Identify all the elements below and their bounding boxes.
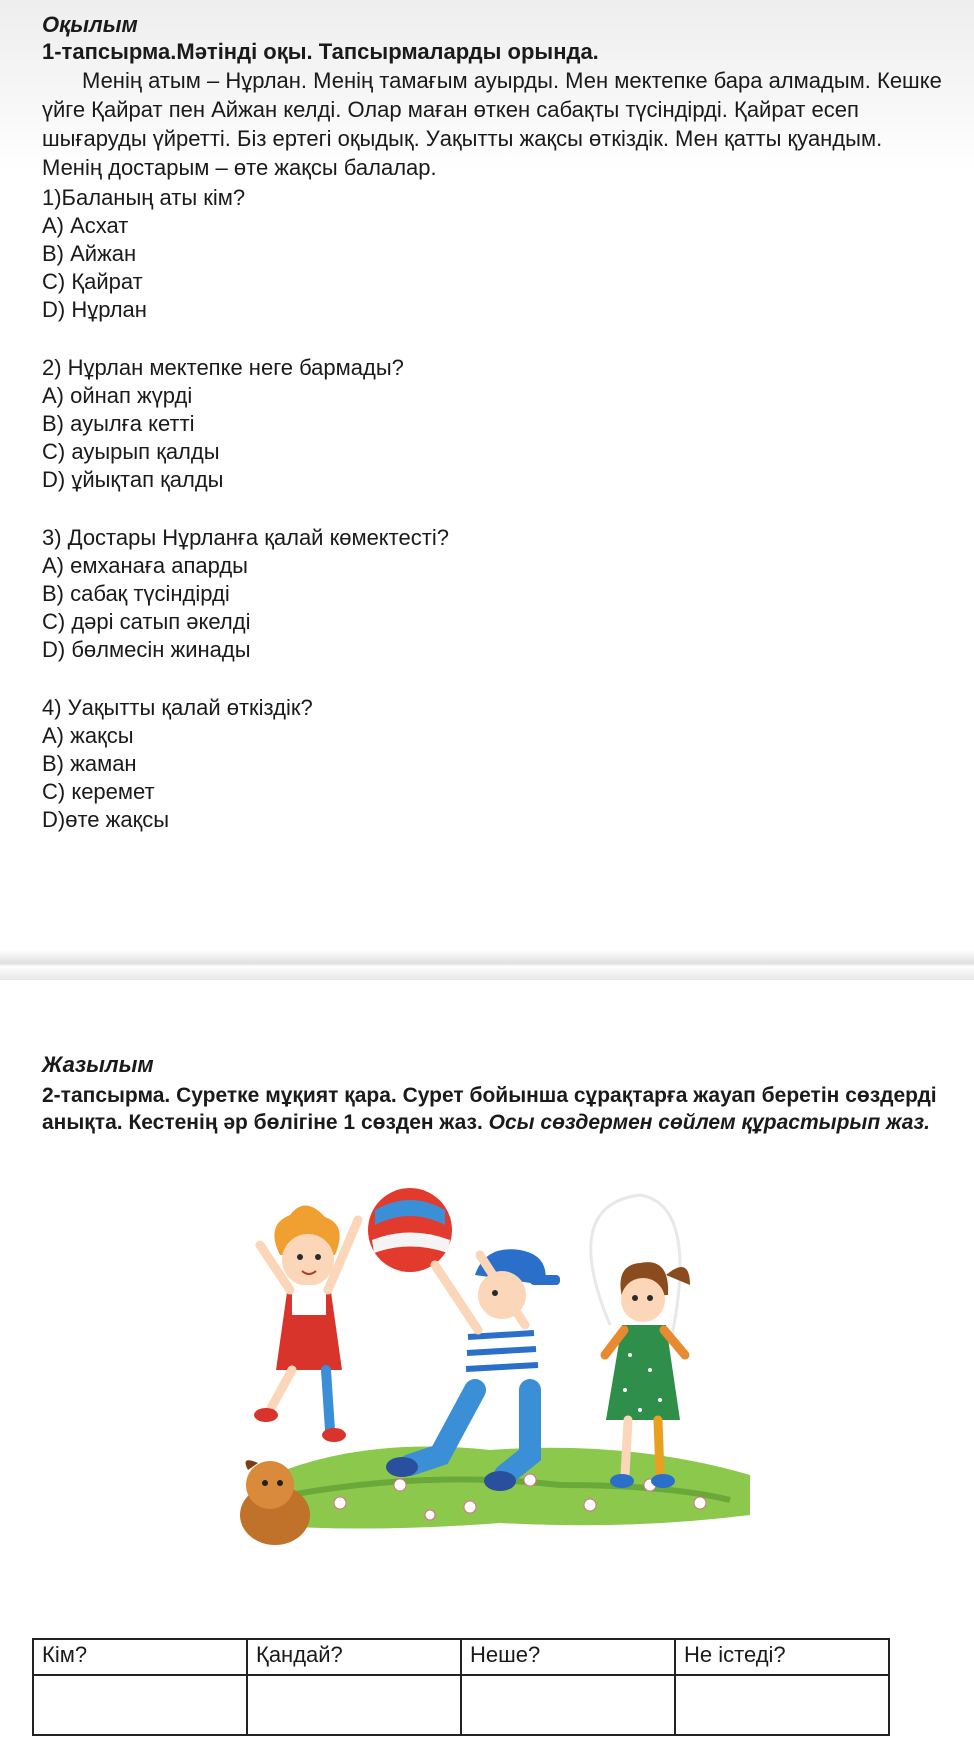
question-4 xyxy=(42,694,942,834)
question-3 xyxy=(42,524,942,664)
header-cell-what-kind: Қандай? xyxy=(247,1639,461,1675)
option: А) ойнап жүрді xyxy=(42,383,193,408)
header-cell-who: Кім? xyxy=(33,1639,247,1675)
question-text: 1)Баланың аты кім? xyxy=(42,185,246,210)
answer-table xyxy=(32,1638,890,1736)
question-text: 4) Уақытты қалай өткіздік? xyxy=(42,695,313,720)
reading-section xyxy=(42,12,942,864)
option: С) дәрі сатып әкелді xyxy=(42,609,251,634)
option: С) керемет xyxy=(42,779,155,804)
option: А) Асхат xyxy=(42,213,129,238)
writing-section xyxy=(42,1052,942,1136)
page-divider xyxy=(0,950,974,980)
table-header-row xyxy=(33,1639,889,1675)
task2-text xyxy=(42,1082,942,1136)
option: D) Нұрлан xyxy=(42,297,147,322)
answer-row xyxy=(33,1675,889,1735)
option: С) ауырып қалды xyxy=(42,439,220,464)
children-playing-illustration xyxy=(230,1185,770,1585)
reading-heading: Оқылым xyxy=(42,12,138,37)
question-1 xyxy=(42,184,942,324)
option: В) сабақ түсіндірді xyxy=(42,581,230,606)
option: В) жаман xyxy=(42,751,137,776)
task1-title: 1-тапсырма.Мәтінді оқы. Тапсырмаларды орында. xyxy=(42,39,599,64)
option: С) Қайрат xyxy=(42,269,143,294)
option: В) Айжан xyxy=(42,241,137,266)
answer-cell[interactable] xyxy=(33,1675,247,1735)
option: В) ауылға кетті xyxy=(42,411,195,436)
writing-heading: Жазылым xyxy=(42,1052,154,1077)
reading-text: Менің атым – Нұрлан. Менің тамағым ауырды. Мен мектепке бара алмадым. Кешке үйге Қайрат пен Айжан келді. Олар маған өткен сабақты түсіндірді. Қайрат есеп шығаруды үйретті. Біз ертегі оқыдық. Уақытты жақсы өткіздік. Мен қатты қуандым. Менің достарым – өте жақсы балалар. xyxy=(42,68,942,180)
option: D) ұйықтап қалды xyxy=(42,467,224,492)
header-cell-what-did: Не істеді? xyxy=(675,1639,889,1675)
answer-cell[interactable] xyxy=(675,1675,889,1735)
answer-cell[interactable] xyxy=(247,1675,461,1735)
option: А) емханаға апарды xyxy=(42,553,248,578)
task2-instructions: 2-тапсырма. Суретке мұқият қара. Сурет бойынша сұрақтарға жауап беретін сөздерді анықта. Кестенің әр бөлігіне 1 сөзден жаз. xyxy=(42,1084,937,1134)
option: D) бөлмесін жинады xyxy=(42,637,251,662)
answer-cell[interactable] xyxy=(461,1675,675,1735)
question-text: 3) Достары Нұрланға қалай көмектесті? xyxy=(42,525,449,550)
header-cell-how-many: Неше? xyxy=(461,1639,675,1675)
task2-italic-instruction: Осы сөздермен сөйлем құрастырып жаз. xyxy=(488,1111,930,1134)
option: А) жақсы xyxy=(42,723,134,748)
question-text: 2) Нұрлан мектепке неге бармады? xyxy=(42,355,404,380)
question-2 xyxy=(42,354,942,494)
option: D)өте жақсы xyxy=(42,807,170,832)
